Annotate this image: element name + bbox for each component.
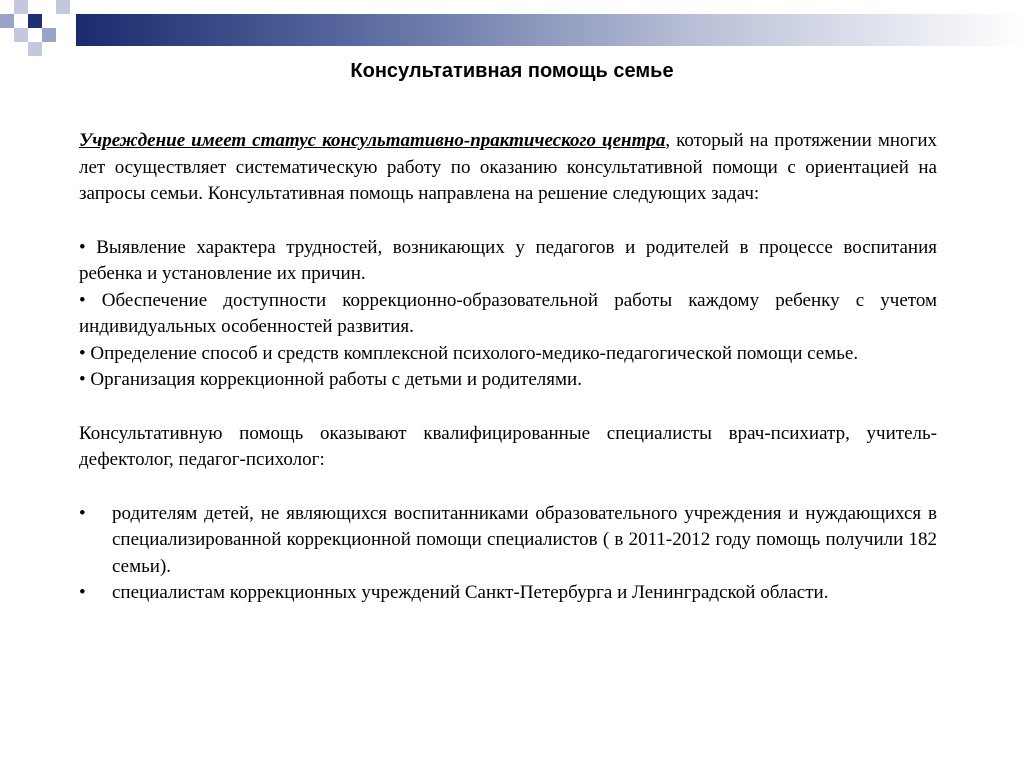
intro-text: , который на протяжении многих лет осуществляет систематическую работу по оказанию консультативной помощи с ориентацией на запросы семьи. Консультативная помощь направлена на решение следующих задач: [79,130,937,204]
slide-body [79,128,937,607]
decor-square [56,0,70,14]
recipients-list [79,501,937,607]
decor-square [14,28,28,42]
header-gradient-band [76,14,1024,46]
bullet: • [79,236,86,258]
decor-square [28,42,42,56]
recipient-text: специалистам коррекционных учреждений Санкт-Петербурга и Ленинградской области. [112,582,829,603]
bullet: • [79,582,86,603]
bullet: • [79,342,86,364]
decor-square [42,28,56,42]
recipient-text: родителям детей, не являющихся воспитанниками образовательного учреждения и нуждающихся в специализированной коррекционной помощи специалистов ( в 2011-2012 году помощь получили 182 семьи). [112,502,937,577]
task-text: Определение способ и средств комплексной психолого-медико-педагогической помощи семье. [90,342,859,364]
list-item [79,501,937,581]
specialists-paragraph: Консультативную помощь оказывают квалифицированные специалисты врач-психиатр, учитель-дефектолог, педагог-психолог: [79,422,937,470]
task-item [79,288,937,341]
bullet: • [79,289,86,311]
task-text: Организация коррекционной работы с детьми и родителями. [90,369,582,390]
decor-square [0,14,14,28]
decor-square [28,14,42,28]
task-text: Обеспечение доступности коррекционно-образовательной работы каждому ребенку с учетом индивидуальных особенностей развития. [79,289,938,337]
bullet: • [79,502,86,524]
decor-square [62,14,76,46]
intro-paragraph [79,128,937,208]
intro-emphasis: Учреждение имеет статус консультативно-практического центра [79,130,666,151]
task-item [79,341,937,368]
task-item [79,235,937,288]
list-item [79,580,937,607]
task-text: Выявление характера трудностей, возникающих у педагогов и родителей в процессе воспитания ребенка и установление их причин. [79,236,938,284]
bullet: • [79,369,86,390]
task-item [79,367,937,394]
page-title: Консультативная помощь семье [350,60,674,82]
decor-square [14,0,28,14]
